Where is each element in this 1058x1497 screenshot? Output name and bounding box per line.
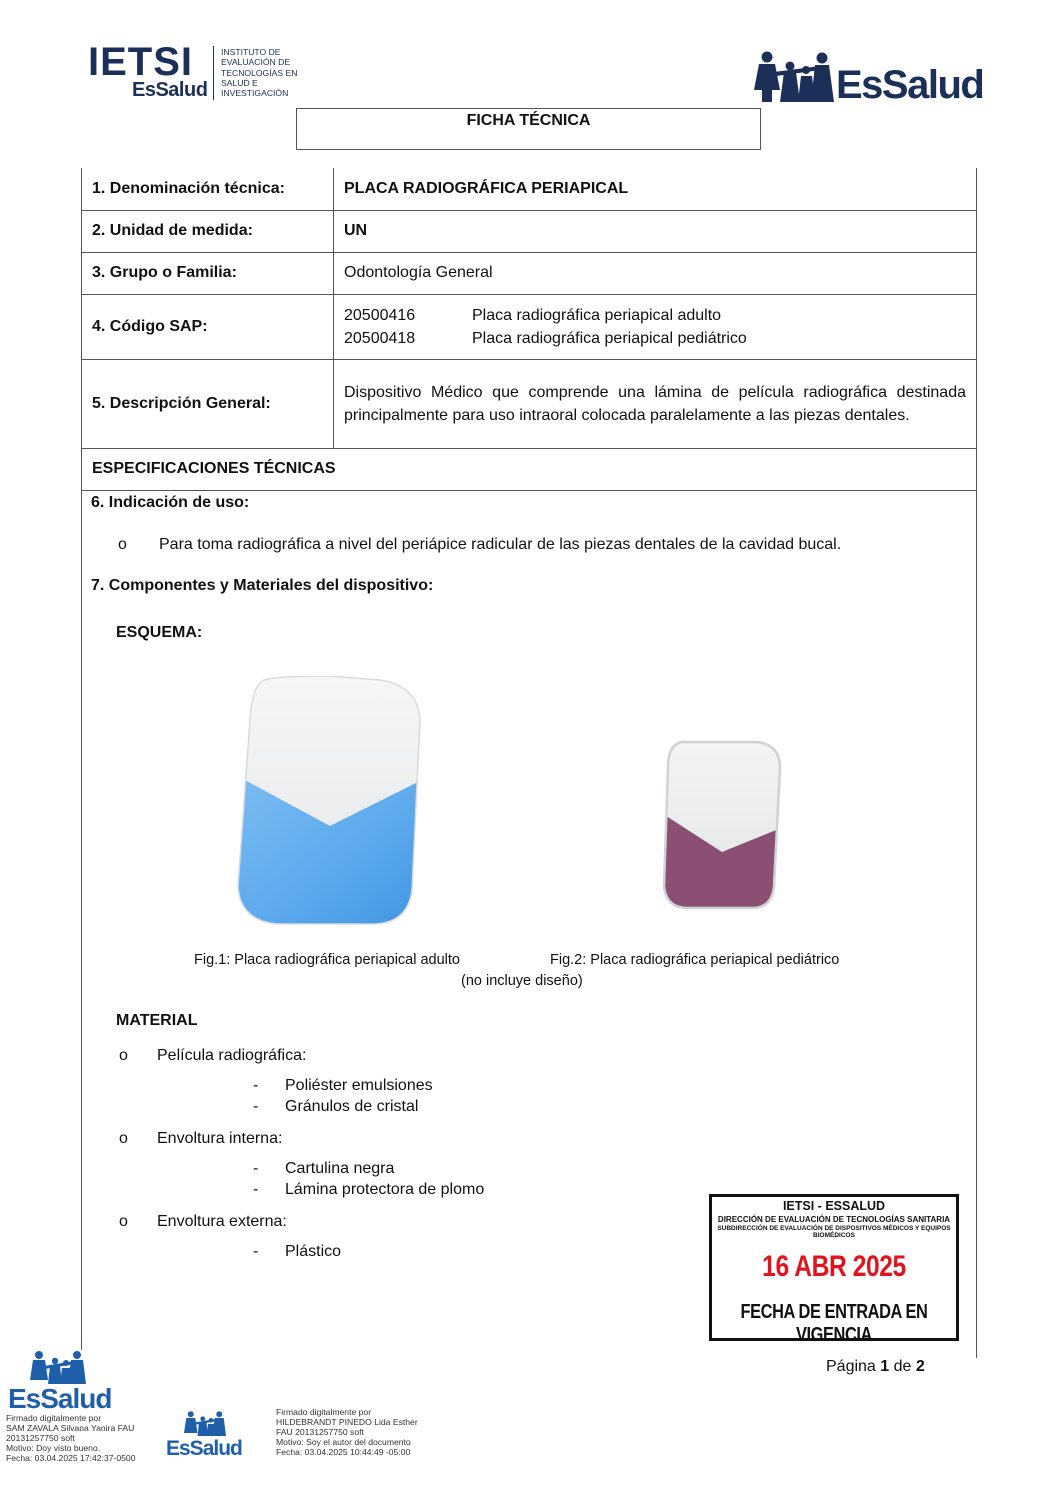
table-row (82, 294, 977, 359)
essalud-family-icon (184, 1410, 226, 1438)
adult-plate-image (230, 676, 430, 928)
row-label: 3. Grupo o Familia: (82, 252, 334, 294)
fig-1-caption: Fig.1: Placa radiográfica periapical adulto (194, 952, 460, 968)
pediatric-plate-image (660, 740, 786, 912)
material-group-name: Envoltura interna: (157, 1130, 283, 1147)
essalud-family-icon (30, 1350, 86, 1386)
sap-item (344, 327, 966, 350)
section-6-heading: 6. Indicación de uso: (91, 494, 250, 511)
row-label: 4. Código SAP: (82, 294, 334, 359)
stamp-direction: DIRECCIÓN DE EVALUACIÓN DE TECNOLOGÍAS SANITARIA (717, 1215, 951, 1224)
section-7-heading: 7. Componentes y Materiales del dispositivo: (91, 577, 434, 594)
ietsi-logo-word: IETSI (88, 40, 194, 84)
table-row (82, 252, 977, 294)
section-6-text: Para toma radiográfica a nivel del periápice radicular de las piezas dentales de la cavidad bucal. (159, 536, 842, 553)
sap-code: 20500418 (344, 329, 416, 347)
dash-marker: - (253, 1160, 259, 1177)
signature-1-logo: EsSalud (8, 1383, 112, 1414)
table-row (82, 210, 977, 252)
bullet-marker: o (119, 1047, 128, 1064)
dash-marker: - (253, 1243, 259, 1260)
row-label: 5. Descripción General: (82, 359, 334, 448)
stamp-subdirection: SUBDIRECCIÓN DE EVALUACIÓN DE DISPOSITIVOS MÉDICOS Y EQUIPOS BIOMÉDICOS (717, 1225, 951, 1239)
material-item: Poliéster emulsiones (285, 1077, 433, 1094)
ietsi-institute-text: INSTITUTO DE EVALUACIÓN DE TECNOLOGÍAS EN SALUD E INVESTIGACIÓN (221, 47, 298, 99)
stamp-title: IETSI - ESSALUD (782, 1199, 886, 1213)
table-row (82, 168, 977, 210)
essalud-family-icon (754, 50, 836, 104)
dash-marker: - (253, 1181, 259, 1198)
stamp-footer: FECHA DE ENTRADA EN VIGENCIA (740, 1301, 928, 1346)
spec-table (81, 168, 977, 491)
fig-2-caption: Fig.2: Placa radiográfica periapical pediátrico (550, 952, 840, 968)
row-value: Dispositivo Médico que comprende una lámina de película radiográfica destinada principalmente para uso intraoral colocada paralelamente a las piezas dentales. (334, 359, 977, 448)
sap-item (344, 304, 966, 327)
ietsi-logo-sub: EsSalud (132, 79, 208, 101)
bullet-marker: o (119, 1213, 128, 1230)
material-item: Gránulos de cristal (285, 1098, 419, 1115)
sap-code: 20500416 (344, 306, 416, 324)
signature-2-text: Firmado digitalmente por HILDEBRANDT PINEDO Lida Esther FAU 20131257750 soft Motivo: Soy el autor del documento Fecha: 03.04.2025 10:44:49 -05:00 (276, 1407, 418, 1457)
bullet-marker: o (119, 1130, 128, 1147)
table-row (82, 448, 977, 490)
spec-header: ESPECIFICACIONES TÉCNICAS (82, 448, 977, 490)
row-value: Odontología General (334, 252, 977, 294)
row-value: PLACA RADIOGRÁFICA PERIAPICAL (334, 168, 977, 210)
frame-right-border (976, 490, 977, 1358)
bullet-marker: o (118, 536, 127, 553)
sap-codes (334, 294, 977, 359)
material-item: Cartulina negra (285, 1160, 395, 1177)
material-heading: MATERIAL (116, 1012, 198, 1029)
material-group-name: Película radiográfica: (157, 1047, 307, 1064)
signature-1-text: Firmado digitalmente por SAM ZAVALA Silvana Yanira FAU 20131257750 soft Motivo: Doy visto bueno. Fecha: 03.04.2025 17:42:37-0500 (6, 1413, 136, 1463)
sap-name: Placa radiográfica periapical adulto (472, 306, 722, 324)
frame-left-border (81, 490, 82, 1350)
row-label: 1. Denominación técnica: (82, 168, 334, 210)
dash-marker: - (253, 1077, 259, 1094)
sap-name: Placa radiográfica periapical pediátrico (472, 329, 747, 347)
table-row (82, 359, 977, 448)
figure-note: (no incluye diseño) (461, 973, 583, 989)
row-label: 2. Unidad de medida: (82, 210, 334, 252)
essalud-logo-word: EsSalud (836, 63, 984, 107)
material-group-name: Envoltura externa: (157, 1213, 287, 1230)
esquema-heading: ESQUEMA: (116, 624, 203, 641)
ietsi-logo-divider (213, 46, 214, 100)
stamp-date: 16 ABR 2025 (762, 1250, 906, 1283)
page-number: Página 1 de 2 (826, 1358, 925, 1375)
material-item: Plástico (285, 1243, 342, 1260)
dash-marker: - (253, 1098, 259, 1115)
document-title: FICHA TÉCNICA (466, 112, 591, 129)
material-item: Lámina protectora de plomo (285, 1181, 485, 1198)
signature-2-logo: EsSalud (166, 1437, 242, 1460)
row-value: UN (334, 210, 977, 252)
